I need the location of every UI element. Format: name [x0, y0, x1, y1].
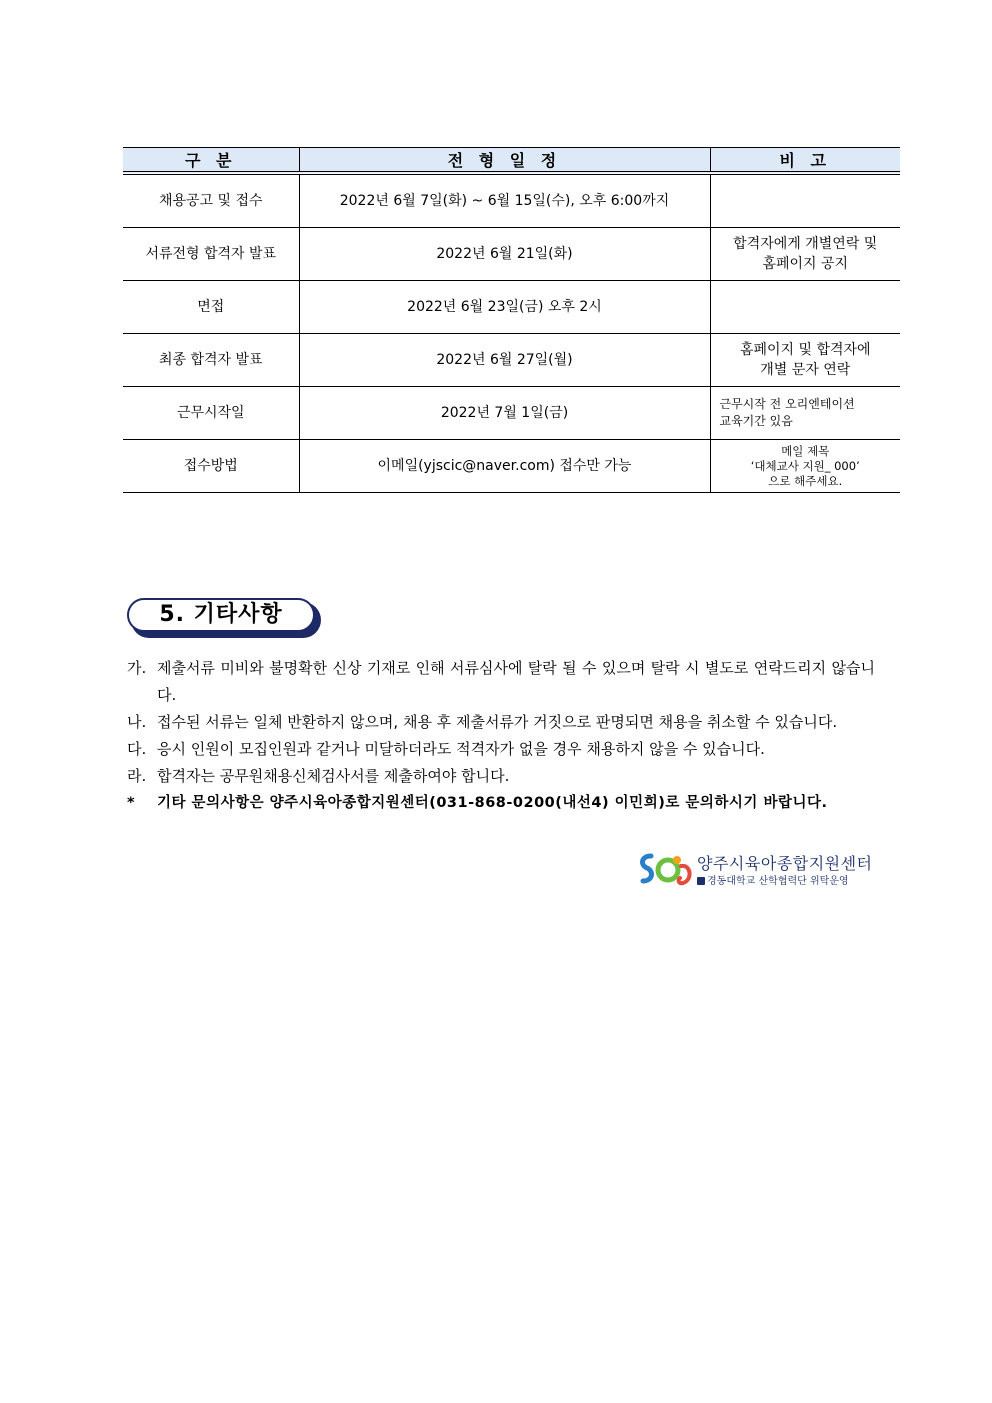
list-item: [127, 736, 875, 763]
row-category: 근무시작일: [123, 387, 299, 440]
note-line: 합격자에게 개별연락 및: [733, 236, 878, 252]
list-text: 접수된 서류는 일체 반환하지 않으며, 채용 후 제출서류가 거짓으로 판명되면 채용을 취소할 수 있습니다.: [157, 713, 838, 731]
university-badge-icon: [697, 877, 705, 885]
table-header-row: [123, 148, 900, 174]
row-note: [710, 440, 900, 493]
table-row: [123, 387, 900, 440]
table-row: [123, 334, 900, 387]
row-schedule: 2022년 6월 21일(화): [299, 228, 710, 281]
note-line: 홈페이지 공지: [762, 256, 849, 272]
logo-subtitle: 경동대학교 산학협력단 위탁운영: [707, 876, 849, 887]
list-item: [127, 655, 875, 709]
row-note: [710, 334, 900, 387]
row-schedule: 2022년 6월 27일(월): [299, 334, 710, 387]
logo-subtitle-row: [697, 872, 849, 887]
list-item: [127, 763, 875, 790]
section-header: [127, 598, 323, 640]
logo-mark-icon: [637, 850, 695, 888]
list-item: [127, 709, 875, 736]
row-schedule: 2022년 6월 23일(금) 오후 2시: [299, 281, 710, 334]
list-marker: 가.: [127, 659, 147, 677]
list-text: 제출서류 미비와 불명확한 신상 기재로 인해 서류심사에 탈락 될 수 있으며 탈락 시 별도로 연락드리지 않습니다.: [157, 659, 875, 704]
schedule-table: [123, 147, 900, 493]
table-row: [123, 281, 900, 334]
row-category: 접수방법: [123, 440, 299, 493]
row-note: [710, 173, 900, 228]
note-line: 으로 해주세요.: [768, 473, 843, 488]
row-note: [710, 387, 900, 440]
asterisk-marker: *: [127, 795, 136, 811]
contact-note: [127, 790, 875, 817]
list-marker: 나.: [127, 713, 147, 731]
row-category: 서류전형 합격자 발표: [123, 228, 299, 281]
header-schedule: 전 형 일 정: [299, 148, 710, 174]
center-logo: [637, 850, 877, 890]
note-line: ‘대체교사 지원_ 000’: [750, 458, 860, 473]
notes-list: [127, 655, 875, 817]
header-note: 비 고: [710, 148, 900, 174]
note-line: 홈페이지 및 합격자에: [739, 342, 871, 358]
note-line: 개별 문자 연락: [760, 362, 851, 378]
row-category: 최종 합격자 발표: [123, 334, 299, 387]
list-text: 합격자는 공무원채용신체검사서를 제출하여야 합니다.: [157, 767, 510, 785]
row-category: 면접: [123, 281, 299, 334]
note-line: 근무시작 전 오리엔테이션: [719, 397, 855, 411]
section-title: 5. 기타사항: [127, 598, 315, 632]
list-marker: 다.: [127, 740, 147, 758]
note-line: 교육기간 있음: [719, 414, 793, 428]
contact-text: 기타 문의사항은 양주시육아종합지원센터(031-868-0200(내선4) 이민희)로 문의하시기 바랍니다.: [157, 795, 828, 811]
list-marker: 라.: [127, 767, 147, 785]
header-category: 구 분: [123, 148, 299, 174]
row-schedule: 이메일(yjscic@naver.com) 접수만 가능: [299, 440, 710, 493]
row-schedule: 2022년 7월 1일(금): [299, 387, 710, 440]
row-note: [710, 228, 900, 281]
logo-name: 양주시육아종합지원센터: [697, 854, 873, 873]
table-row: [123, 173, 900, 228]
list-text: 응시 인원이 모집인원과 같거나 미달하더라도 적격자가 없을 경우 채용하지 않을 수 있습니다.: [157, 740, 765, 758]
table-row: [123, 440, 900, 493]
row-note: [710, 281, 900, 334]
table-row: [123, 228, 900, 281]
row-schedule: 2022년 6월 7일(화) ~ 6월 15일(수), 오후 6:00까지: [299, 173, 710, 228]
note-line: 메일 제목: [781, 443, 830, 458]
row-category: 채용공고 및 접수: [123, 173, 299, 228]
